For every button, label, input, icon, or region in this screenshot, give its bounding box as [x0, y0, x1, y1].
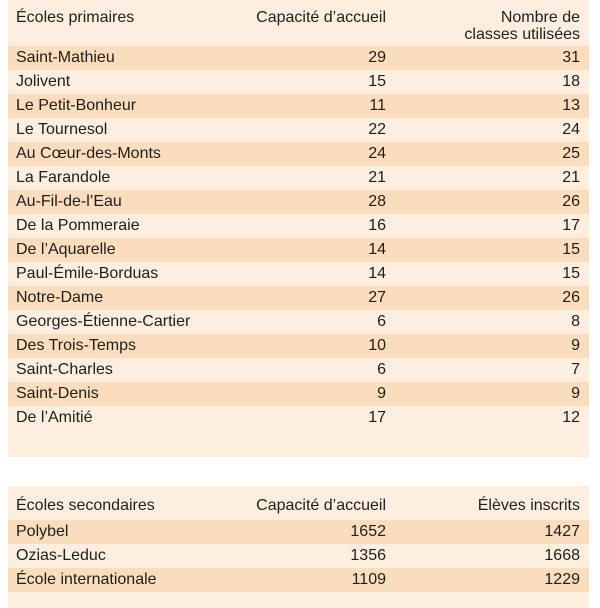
capacity-cell: 14 [368, 265, 386, 282]
table-header-row [8, 0, 589, 46]
capacity-cell: 1652 [253, 520, 386, 544]
value-cell: 7 [571, 361, 580, 378]
primary-schools-table [8, 0, 589, 430]
value-cell: 13 [386, 94, 589, 118]
table-row [8, 382, 589, 406]
capacity-cell: 27 [253, 286, 386, 310]
value-cell: 26 [386, 286, 589, 310]
primary-schools-panel [8, 0, 589, 457]
capacity-cell: 1356 [350, 547, 386, 564]
table-row [8, 286, 589, 310]
school-name-cell: Saint-Mathieu [8, 46, 253, 70]
school-name-cell: Polybel [8, 520, 253, 544]
value-cell: 1229 [386, 568, 589, 592]
value-cell: 12 [562, 409, 580, 426]
table-row [8, 190, 589, 214]
value-cell: 24 [562, 121, 580, 138]
table-row [8, 118, 589, 142]
school-name-cell: Notre-Dame [8, 286, 253, 310]
table-row [8, 568, 589, 592]
header-school-name: Écoles secondaires [16, 497, 155, 514]
school-name-cell: Paul-Émile-Borduas [16, 265, 159, 282]
table-row [8, 262, 589, 286]
capacity-cell: 10 [253, 334, 386, 358]
primary-schools-body [8, 46, 589, 430]
secondary-schools-table [8, 486, 589, 592]
value-cell: 25 [386, 142, 589, 166]
secondary-schools-body [8, 520, 589, 592]
capacity-cell: 17 [368, 409, 386, 426]
capacity-cell: 1109 [253, 568, 386, 592]
school-name-cell: Ozias-Leduc [16, 547, 106, 564]
table-row [8, 142, 589, 166]
school-name-cell: De la Pommeraie [16, 217, 140, 234]
table-row [8, 214, 589, 238]
table-row [8, 238, 589, 262]
school-name-cell: Des Trois-Temps [8, 334, 253, 358]
value-cell: 18 [562, 73, 580, 90]
value-cell: 1668 [544, 547, 580, 564]
school-name-cell: Le Tournesol [16, 121, 108, 138]
value-cell: 26 [386, 190, 589, 214]
value-cell: 21 [562, 169, 580, 186]
school-name-cell: Saint-Denis [8, 382, 253, 406]
school-name-cell: Jolivent [16, 73, 71, 90]
header-classes-used [386, 0, 589, 46]
table-row [8, 358, 589, 382]
capacity-cell: 11 [253, 94, 386, 118]
school-name-cell: École internationale [8, 568, 253, 592]
capacity-cell: 15 [368, 73, 386, 90]
table-row [8, 166, 589, 190]
school-name-cell: Au-Fil-de-l’Eau [8, 190, 253, 214]
value-cell: 1427 [386, 520, 589, 544]
school-name-cell: De l’Amitié [16, 409, 93, 426]
school-name-cell: Le Petit-Bonheur [8, 94, 253, 118]
table-row [8, 406, 589, 430]
school-name-cell: Saint-Charles [16, 361, 113, 378]
capacity-cell: 24 [253, 142, 386, 166]
value-cell: 9 [386, 382, 589, 406]
capacity-cell: 6 [377, 313, 386, 330]
table-row [8, 94, 589, 118]
table-row [8, 70, 589, 94]
value-cell: 9 [386, 334, 589, 358]
header-capacity: Capacité d’accueil [256, 497, 386, 514]
header-classes-used-label: Nombre de classes utilisées [464, 9, 580, 43]
table-row [8, 334, 589, 358]
header-capacity: Capacité d’accueil [256, 9, 386, 26]
capacity-cell: 14 [253, 238, 386, 262]
school-name-cell: De l’Aquarelle [8, 238, 253, 262]
school-name-cell: Georges-Étienne-Cartier [16, 313, 191, 330]
table-row [8, 520, 589, 544]
table-row [8, 46, 589, 70]
header-school-name: Écoles primaires [16, 9, 135, 26]
header-enrolled-students: Élèves inscrits [477, 497, 580, 514]
capacity-cell: 29 [253, 46, 386, 70]
value-cell: 15 [386, 238, 589, 262]
value-cell: 31 [386, 46, 589, 70]
table-row [8, 544, 589, 568]
school-name-cell: Au Cœur-des-Monts [8, 142, 253, 166]
value-cell: 8 [571, 313, 580, 330]
capacity-cell: 21 [368, 169, 386, 186]
capacity-cell: 6 [377, 361, 386, 378]
capacity-cell: 9 [253, 382, 386, 406]
value-cell: 17 [562, 217, 580, 234]
value-cell: 15 [562, 265, 580, 282]
capacity-cell: 22 [368, 121, 386, 138]
capacity-cell: 28 [253, 190, 386, 214]
capacity-cell: 16 [368, 217, 386, 234]
school-name-cell: La Farandole [16, 169, 111, 186]
table-header-row [8, 486, 589, 520]
secondary-schools-panel [8, 486, 589, 608]
table-row [8, 310, 589, 334]
